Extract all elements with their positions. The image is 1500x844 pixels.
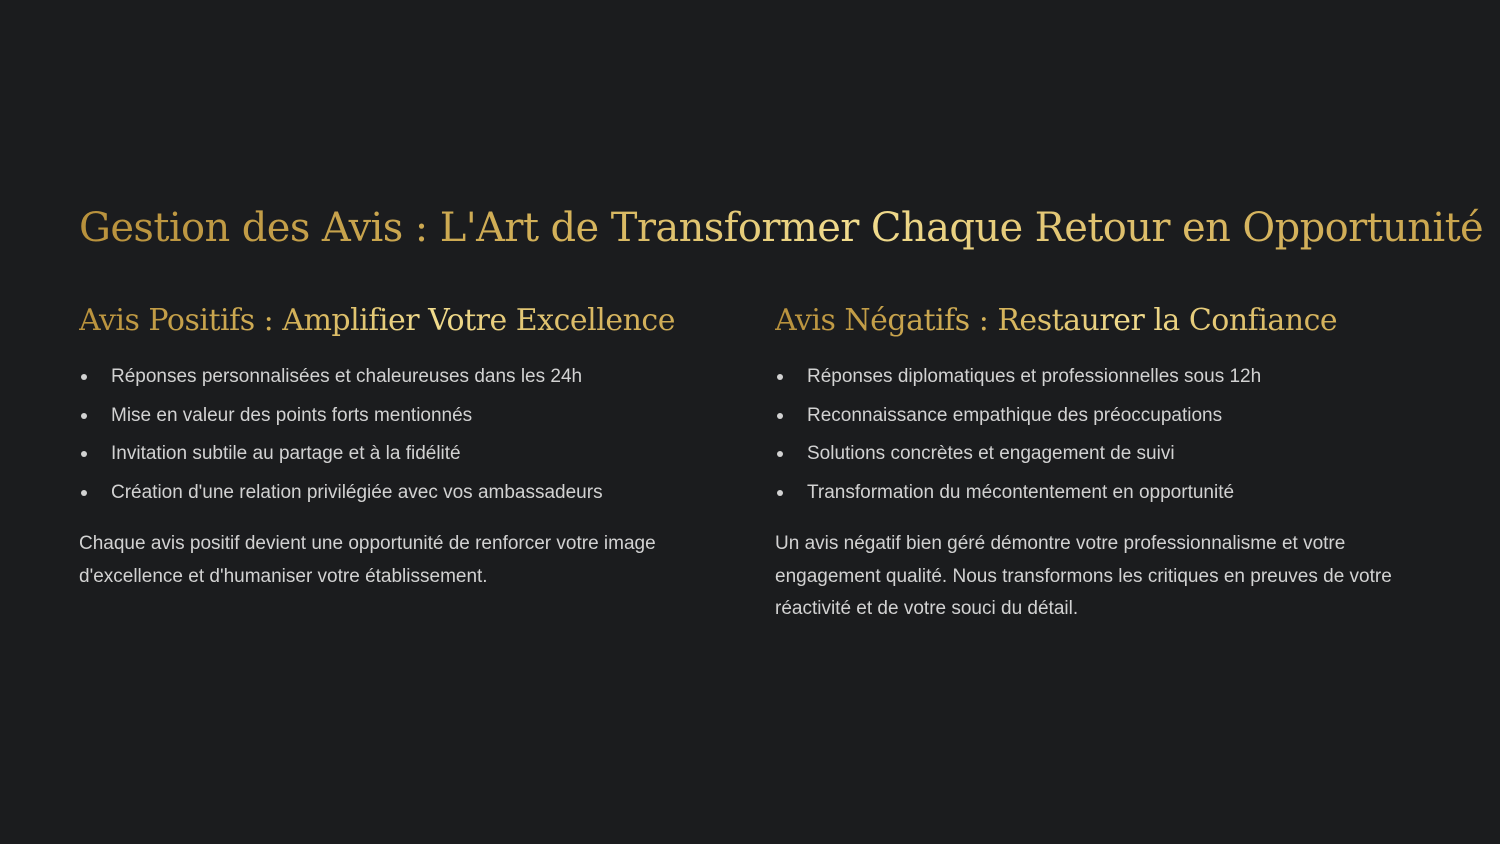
negative-reviews-list <box>775 358 1415 512</box>
list-item <box>79 358 719 397</box>
list-item-text: Invitation subtile au partage et à la fidélité <box>111 443 461 464</box>
list-item-text: Réponses diplomatiques et professionnelles sous 12h <box>807 366 1262 387</box>
list-item <box>79 397 719 436</box>
positive-reviews-list <box>79 358 719 512</box>
list-item-text: Reconnaissance empathique des préoccupations <box>807 404 1223 426</box>
negative-reviews-column <box>775 300 1415 626</box>
bullet-icon <box>777 490 783 496</box>
list-item-text: Solutions concrètes et engagement de suivi <box>807 443 1175 464</box>
bullet-icon <box>81 490 87 496</box>
list-item <box>775 358 1415 397</box>
positive-reviews-summary: Chaque avis positif devient une opportunité de renforcer votre image d'excellence et d'humaniser votre établissement. <box>79 533 656 587</box>
list-item-text: Mise en valeur des points forts mentionnés <box>111 404 473 426</box>
positive-reviews-heading: Avis Positifs : Amplifier Votre Excellence <box>79 300 719 342</box>
list-item <box>775 435 1415 474</box>
list-item-text: Réponses personnalisées et chaleureuses dans les 24h <box>111 366 583 387</box>
bullet-icon <box>81 374 87 380</box>
list-item-text: Transformation du mécontentement en opportunité <box>807 481 1235 503</box>
negative-reviews-summary: Un avis négatif bien géré démontre votre professionnalisme et votre engagement qualité. Nous transformons les critiques en preuves de votre réactivité et de votre souci du détail. <box>775 533 1392 619</box>
negative-reviews-heading: Avis Négatifs : Restaurer la Confiance <box>775 300 1415 342</box>
bullet-icon <box>777 451 783 457</box>
list-item-text: Création d'une relation privilégiée avec vos ambassadeurs <box>111 481 603 503</box>
bullet-icon <box>777 374 783 380</box>
list-item <box>79 435 719 474</box>
list-item <box>775 397 1415 436</box>
list-item <box>79 474 719 513</box>
slide-title: Gestion des Avis : L'Art de Transformer Chaque Retour en Opportunité <box>79 200 1483 256</box>
list-item <box>775 474 1415 513</box>
bullet-icon <box>777 413 783 419</box>
bullet-icon <box>81 451 87 457</box>
positive-reviews-column <box>79 300 719 593</box>
bullet-icon <box>81 413 87 419</box>
